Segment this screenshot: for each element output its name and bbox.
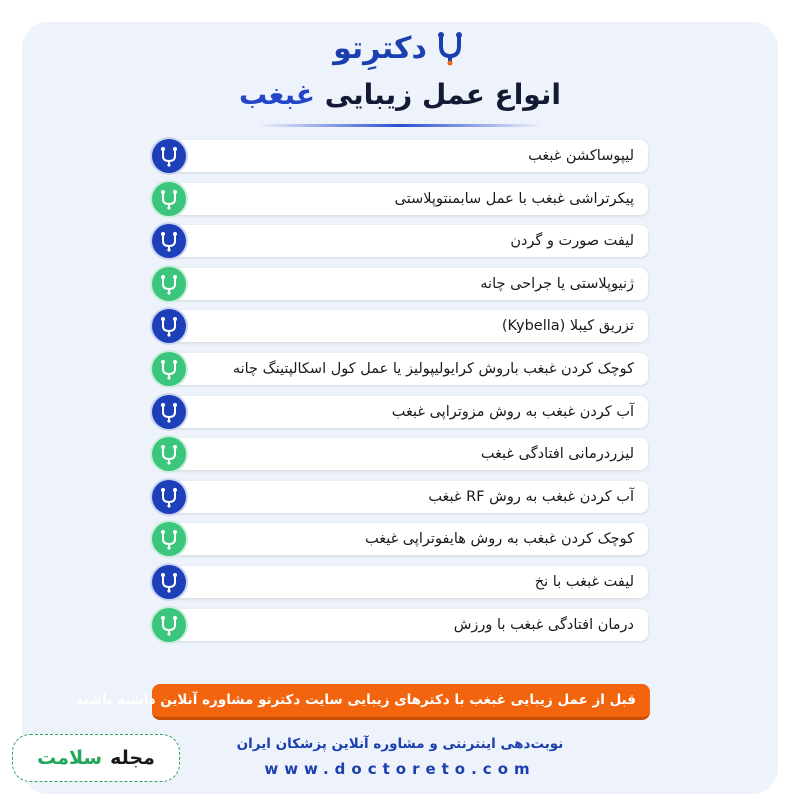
list-item bbox=[152, 224, 648, 258]
list-item bbox=[152, 395, 648, 429]
stethoscope-icon bbox=[152, 182, 186, 216]
list-item-label: پیکرتراشی غبغب با عمل سابمنتوپلاستی bbox=[394, 190, 634, 207]
list-item-label: ژنیوپلاستی یا جراحی چانه bbox=[480, 275, 634, 292]
stethoscope-icon bbox=[152, 480, 186, 514]
list-item-pill bbox=[170, 481, 648, 513]
list-item-label: کوچک کردن غبغب باروش کرایولیپولیز یا عمل کول اسکالپتینگ چانه bbox=[232, 361, 634, 377]
list-item-label: درمان افتادگی غبغب با ورزش bbox=[453, 616, 634, 633]
stethoscope-icon bbox=[152, 437, 186, 471]
stethoscope-icon bbox=[152, 608, 186, 642]
stethoscope-icon bbox=[433, 30, 467, 66]
magazine-word-1: مجله bbox=[110, 747, 155, 769]
list-item bbox=[152, 139, 648, 173]
stethoscope-icon bbox=[152, 267, 186, 301]
list-item-pill bbox=[170, 183, 648, 215]
cta-banner[interactable] bbox=[75, 684, 650, 720]
title-underline bbox=[258, 124, 542, 127]
title-accent: غبغب bbox=[239, 78, 316, 111]
page-title bbox=[0, 78, 800, 111]
list-item-pill bbox=[170, 438, 648, 470]
list-item-label: لیزردرمانی افتادگی غبغب bbox=[480, 446, 634, 463]
list-item-label: لیپوساکشن غبغب bbox=[528, 148, 634, 164]
list-item-label: آب کردن غبغب به روش مزوتراپی غبغب bbox=[391, 403, 634, 420]
list-item-pill bbox=[170, 396, 648, 428]
list-item bbox=[152, 309, 648, 343]
list-item-label: تزریق کیبلا (Kybella) bbox=[501, 318, 634, 335]
stethoscope-icon bbox=[152, 565, 186, 599]
list-item-label: آب کردن غبغب به روش RF غبغب bbox=[428, 488, 634, 505]
list-item bbox=[152, 352, 648, 386]
list-item-pill bbox=[170, 310, 648, 342]
list-item bbox=[152, 608, 648, 642]
list-item bbox=[152, 267, 648, 301]
list-item-label: کوچک کردن غبغب به روش هایفوتراپی غیغب bbox=[364, 531, 634, 548]
banner-text: قبل از عمل زیبایی غبغب با دکترهای زیبایی سایت دکترتو مشاوره آنلاین داشته باشید bbox=[75, 692, 636, 708]
list-item bbox=[152, 522, 648, 556]
footer-url[interactable]: www.doctoreto.com bbox=[264, 760, 536, 778]
list-item-label: لیفت غبغب با نخ bbox=[534, 574, 634, 590]
logo[interactable] bbox=[0, 28, 800, 68]
list-item-pill bbox=[170, 268, 648, 300]
stethoscope-icon bbox=[152, 395, 186, 429]
magazine-word-2: سلامت bbox=[37, 747, 103, 769]
list-item-pill bbox=[170, 140, 648, 172]
list-item-pill bbox=[170, 523, 648, 555]
stethoscope-icon bbox=[152, 352, 186, 386]
stethoscope-icon bbox=[152, 224, 186, 258]
list-item bbox=[152, 437, 648, 471]
footer-tagline: نوبت‌دهی اینترنتی و مشاوره آنلاین پزشکان ایران bbox=[236, 736, 564, 752]
list-item-pill bbox=[170, 566, 648, 598]
magazine-badge bbox=[12, 734, 180, 782]
list-item-pill bbox=[170, 609, 648, 641]
list-item bbox=[152, 565, 648, 599]
list-item-pill bbox=[170, 353, 648, 385]
list-item-label: لیفت صورت و گردن bbox=[510, 233, 634, 250]
logo-text: دکترِتو bbox=[333, 30, 427, 66]
title-main: انواع عمل زیبایی bbox=[324, 78, 561, 111]
list-item bbox=[152, 182, 648, 216]
stethoscope-icon bbox=[152, 139, 186, 173]
list-item bbox=[152, 480, 648, 514]
list-item-pill bbox=[170, 225, 648, 257]
